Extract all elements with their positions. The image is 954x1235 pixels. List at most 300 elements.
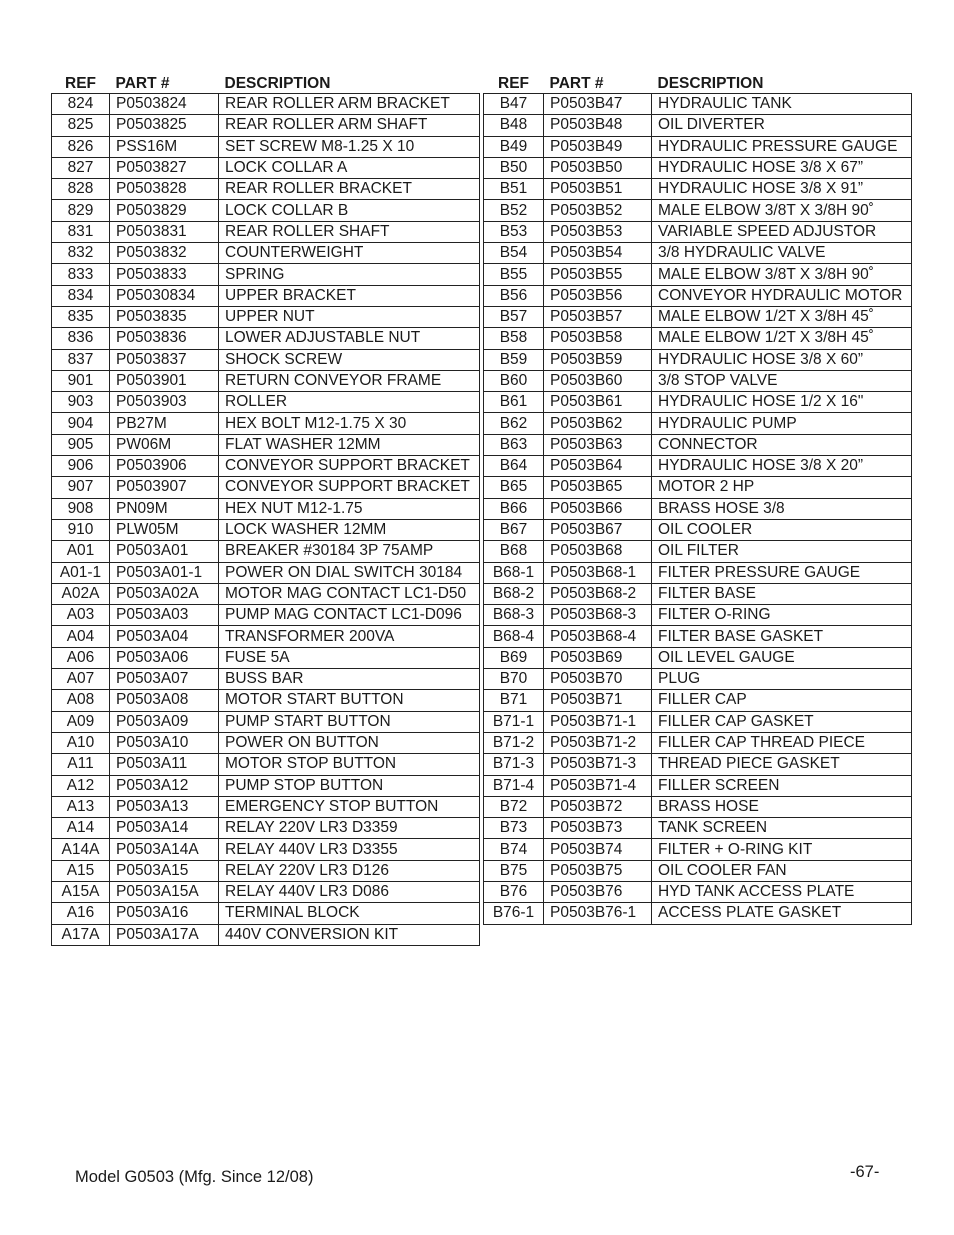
table-row [484,583,912,604]
table-row [484,200,912,221]
part-number-cell: P0503A04 [110,626,219,647]
part-number-cell: P0503B50 [544,157,652,178]
ref-cell: 835 [52,306,110,327]
description-cell: HEX NUT M12-1.75 [219,498,480,519]
table-row [484,370,912,391]
ref-cell: A03 [52,605,110,626]
part-number-cell: P0503903 [110,392,219,413]
part-number-cell: P0503B54 [544,243,652,264]
ref-cell: A10 [52,732,110,753]
ref-cell: B71-1 [484,711,544,732]
table-row [484,860,912,881]
table-row [52,711,480,732]
ref-cell: B65 [484,477,544,498]
ref-cell: B63 [484,434,544,455]
table-row [52,94,480,115]
part-number-cell: P0503B74 [544,839,652,860]
part-number-cell: P0503B68 [544,541,652,562]
part-number-cell: P0503A15 [110,860,219,881]
ref-header: REF [498,75,529,92]
ref-cell: B75 [484,860,544,881]
description-cell: EMERGENCY STOP BUTTON [219,796,480,817]
table-row [484,115,912,136]
ref-cell: A12 [52,775,110,796]
description-cell: MALE ELBOW 3/8T X 3/8H 90˚ [652,264,912,285]
table-row [484,434,912,455]
part-number-cell: PN09M [110,498,219,519]
description-cell: CONVEYOR SUPPORT BRACKET [219,456,480,477]
table-row [52,754,480,775]
table-row [52,903,480,924]
part-number-cell: P0503A07 [110,669,219,690]
table-row [52,136,480,157]
part-header: PART # [549,75,604,92]
ref-cell: B54 [484,243,544,264]
ref-cell: A15 [52,860,110,881]
ref-cell: 901 [52,370,110,391]
description-cell: UPPER BRACKET [219,285,480,306]
part-number-cell: P05030834 [110,285,219,306]
ref-cell: B57 [484,306,544,327]
part-number-cell: P0503A14A [110,839,219,860]
ref-cell: A07 [52,669,110,690]
description-cell: HEX BOLT M12-1.75 X 30 [219,413,480,434]
description-cell: TANK SCREEN [652,818,912,839]
ref-cell: A13 [52,796,110,817]
part-number-cell: P0503B73 [544,818,652,839]
ref-cell: 903 [52,392,110,413]
table-row [484,349,912,370]
ref-cell: A14A [52,839,110,860]
table-row [484,754,912,775]
description-cell: TERMINAL BLOCK [219,903,480,924]
ref-cell: A04 [52,626,110,647]
description-cell: MALE ELBOW 3/8T X 3/8H 90˚ [652,200,912,221]
ref-cell: B51 [484,179,544,200]
part-number-cell: P0503A17A [110,924,219,945]
description-cell: RETURN CONVEYOR FRAME [219,370,480,391]
part-number-cell: P0503B59 [544,349,652,370]
part-number-cell: P0503B67 [544,519,652,540]
description-cell: OIL FILTER [652,541,912,562]
description-cell: SET SCREW M8-1.25 X 10 [219,136,480,157]
part-number-cell: PLW05M [110,519,219,540]
part-number-cell: P0503901 [110,370,219,391]
table-row [484,732,912,753]
ref-cell: B73 [484,818,544,839]
ref-cell: B67 [484,519,544,540]
part-number-cell: P0503A11 [110,754,219,775]
description-cell: FUSE 5A [219,647,480,668]
table-row [484,562,912,583]
part-number-cell: P0503A03 [110,605,219,626]
ref-cell: 829 [52,200,110,221]
ref-cell: 907 [52,477,110,498]
table-row [484,818,912,839]
table-row [52,519,480,540]
ref-cell: 826 [52,136,110,157]
description-cell: FILLER CAP [652,690,912,711]
description-cell: PUMP STOP BUTTON [219,775,480,796]
description-cell: FILLER SCREEN [652,775,912,796]
ref-cell: B71-2 [484,732,544,753]
description-cell: BREAKER #30184 3P 75AMP [219,541,480,562]
part-number-cell: P0503828 [110,179,219,200]
part-number-cell: P0503B49 [544,136,652,157]
part-number-cell: P0503B61 [544,392,652,413]
table-row [52,839,480,860]
ref-cell: B62 [484,413,544,434]
ref-cell: B76 [484,881,544,902]
ref-cell: A08 [52,690,110,711]
ref-cell: B48 [484,115,544,136]
page-number: -67- [850,1163,880,1181]
part-number-cell: P0503B47 [544,94,652,115]
part-number-cell: P0503B68-4 [544,626,652,647]
table-row [484,221,912,242]
part-number-cell: P0503B51 [544,179,652,200]
part-number-cell: P0503835 [110,306,219,327]
part-number-cell: P0503837 [110,349,219,370]
description-cell: ACCESS PLATE GASKET [652,903,912,924]
ref-cell: B72 [484,796,544,817]
ref-cell: B61 [484,392,544,413]
table-row [52,881,480,902]
ref-cell: B71 [484,690,544,711]
model-footer: Model G0503 (Mfg. Since 12/08) [75,1168,314,1186]
description-cell: HYDRAULIC HOSE 3/8 X 67” [652,157,912,178]
ref-cell: B68-3 [484,605,544,626]
description-cell: REAR ROLLER ARM SHAFT [219,115,480,136]
description-cell: FILTER + O-RING KIT [652,839,912,860]
ref-cell: B47 [484,94,544,115]
table-row [484,392,912,413]
description-cell: MOTOR MAG CONTACT LC1-D50 [219,583,480,604]
table-row [484,243,912,264]
description-cell: FILTER PRESSURE GAUGE [652,562,912,583]
ref-cell: B50 [484,157,544,178]
part-number-cell: P0503907 [110,477,219,498]
description-cell: HYDRAULIC HOSE 3/8 X 91” [652,179,912,200]
part-number-cell: P0503A09 [110,711,219,732]
ref-cell: B68 [484,541,544,562]
part-number-cell: P0503A13 [110,796,219,817]
description-cell: CONNECTOR [652,434,912,455]
part-number-cell: P0503B58 [544,328,652,349]
description-cell: SHOCK SCREW [219,349,480,370]
table-row [52,370,480,391]
part-number-cell: P0503824 [110,94,219,115]
part-number-cell: P0503831 [110,221,219,242]
table-row [484,839,912,860]
description-cell: TRANSFORMER 200VA [219,626,480,647]
ref-cell: A16 [52,903,110,924]
description-cell: FILTER O-RING [652,605,912,626]
ref-cell: 908 [52,498,110,519]
description-cell: LOCK COLLAR A [219,157,480,178]
part-number-cell: P0503829 [110,200,219,221]
table-row [484,498,912,519]
part-number-cell: P0503906 [110,456,219,477]
description-cell: REAR ROLLER BRACKET [219,179,480,200]
description-cell: OIL COOLER [652,519,912,540]
ref-cell: 837 [52,349,110,370]
description-cell: MOTOR 2 HP [652,477,912,498]
table-row [52,818,480,839]
table-row [484,264,912,285]
description-cell: BRASS HOSE [652,796,912,817]
description-cell: POWER ON BUTTON [219,732,480,753]
table-row [484,690,912,711]
description-cell: HYDRAULIC PRESSURE GAUGE [652,136,912,157]
ref-cell: 833 [52,264,110,285]
part-number-cell: P0503A15A [110,881,219,902]
table-row [52,626,480,647]
table-row [52,732,480,753]
part-number-cell: P0503B64 [544,456,652,477]
table-row [52,690,480,711]
description-cell: LOWER ADJUSTABLE NUT [219,328,480,349]
description-cell: RELAY 440V LR3 D086 [219,881,480,902]
description-cell: UPPER NUT [219,306,480,327]
description-cell: 3/8 STOP VALVE [652,370,912,391]
description-cell: FLAT WASHER 12MM [219,434,480,455]
description-cell: BRASS HOSE 3/8 [652,498,912,519]
ref-cell: B52 [484,200,544,221]
part-number-cell: P0503B71 [544,690,652,711]
part-number-cell: P0503B71-4 [544,775,652,796]
table-row [52,605,480,626]
table-row [484,903,912,924]
part-number-cell: P0503B55 [544,264,652,285]
table-row [484,605,912,626]
part-number-cell: P0503833 [110,264,219,285]
part-number-cell: P0503B65 [544,477,652,498]
description-cell: HYDRAULIC PUMP [652,413,912,434]
part-number-cell: P0503B48 [544,115,652,136]
table-row [52,860,480,881]
table-row [52,434,480,455]
description-cell: FILTER BASE GASKET [652,626,912,647]
part-number-cell: P0503A01 [110,541,219,562]
table-row [484,796,912,817]
description-cell: LOCK WASHER 12MM [219,519,480,540]
ref-cell: 905 [52,434,110,455]
ref-cell: B70 [484,669,544,690]
part-number-cell: P0503B72 [544,796,652,817]
ref-cell: A06 [52,647,110,668]
ref-cell: 836 [52,328,110,349]
table-row [52,200,480,221]
description-cell: MALE ELBOW 1/2T X 3/8H 45˚ [652,328,912,349]
table-row [52,775,480,796]
description-cell: OIL LEVEL GAUGE [652,647,912,668]
ref-cell: 832 [52,243,110,264]
table-row [52,392,480,413]
ref-cell: A09 [52,711,110,732]
description-header: DESCRIPTION [224,75,331,92]
table-row [52,285,480,306]
ref-cell: B68-2 [484,583,544,604]
table-row [484,775,912,796]
part-number-cell: P0503B62 [544,413,652,434]
part-number-cell: P0503A12 [110,775,219,796]
description-cell: MALE ELBOW 1/2T X 3/8H 45˚ [652,306,912,327]
ref-cell: 910 [52,519,110,540]
ref-cell: B68-1 [484,562,544,583]
table-row [484,541,912,562]
table-row [484,477,912,498]
description-cell: OIL DIVERTER [652,115,912,136]
part-number-cell: P0503825 [110,115,219,136]
ref-cell: B53 [484,221,544,242]
description-cell: HYDRAULIC HOSE 1/2 X 16" [652,392,912,413]
ref-cell: B64 [484,456,544,477]
table-row [52,115,480,136]
ref-cell: B60 [484,370,544,391]
table-row [52,541,480,562]
table-row [484,711,912,732]
ref-cell: B69 [484,647,544,668]
description-cell: RELAY 220V LR3 D126 [219,860,480,881]
description-cell: CONVEYOR SUPPORT BRACKET [219,477,480,498]
parts-table-right [483,73,912,925]
header-row [52,73,480,94]
table-row [484,669,912,690]
description-cell: MOTOR START BUTTON [219,690,480,711]
part-number-cell: P0503B63 [544,434,652,455]
description-cell: PUMP START BUTTON [219,711,480,732]
description-cell: THREAD PIECE GASKET [652,754,912,775]
ref-cell: A17A [52,924,110,945]
ref-cell: A01 [52,541,110,562]
description-cell: VARIABLE SPEED ADJUSTOR [652,221,912,242]
part-number-cell: P0503B57 [544,306,652,327]
description-cell: REAR ROLLER ARM BRACKET [219,94,480,115]
description-cell: FILLER CAP THREAD PIECE [652,732,912,753]
part-header: PART # [115,75,170,92]
table-row [484,157,912,178]
part-number-cell: PSS16M [110,136,219,157]
table-row [484,626,912,647]
description-cell: POWER ON DIAL SWITCH 30184 [219,562,480,583]
description-cell: FILLER CAP GASKET [652,711,912,732]
description-cell: RELAY 440V LR3 D3355 [219,839,480,860]
table-row [52,669,480,690]
ref-cell: B68-4 [484,626,544,647]
part-number-cell: P0503A01-1 [110,562,219,583]
table-row [52,264,480,285]
table-row [484,179,912,200]
table-row [484,94,912,115]
table-row [52,243,480,264]
table-row [52,924,480,945]
description-cell: 3/8 HYDRAULIC VALVE [652,243,912,264]
ref-cell: A14 [52,818,110,839]
part-number-cell: P0503B56 [544,285,652,306]
table-row [484,519,912,540]
part-number-cell: P0503A08 [110,690,219,711]
description-cell: FILTER BASE [652,583,912,604]
table-row [484,136,912,157]
part-number-cell: P0503B60 [544,370,652,391]
table-row [52,306,480,327]
part-number-cell: P0503B66 [544,498,652,519]
table-row [52,328,480,349]
ref-cell: B66 [484,498,544,519]
ref-cell: 828 [52,179,110,200]
part-number-cell: P0503A14 [110,818,219,839]
ref-cell: B74 [484,839,544,860]
part-number-cell: P0503B70 [544,669,652,690]
table-row [484,413,912,434]
description-cell: HYDRAULIC HOSE 3/8 X 20” [652,456,912,477]
ref-cell: B58 [484,328,544,349]
header-row [484,73,912,94]
table-row [52,456,480,477]
description-cell: OIL COOLER FAN [652,860,912,881]
part-number-cell: P0503B68-1 [544,562,652,583]
ref-cell: B71-4 [484,775,544,796]
part-number-cell: P0503B69 [544,647,652,668]
parts-table-left [51,73,480,946]
table-row [484,881,912,902]
table-row [52,562,480,583]
part-number-cell: P0503B75 [544,860,652,881]
ref-cell: 825 [52,115,110,136]
ref-cell: A01-1 [52,562,110,583]
part-number-cell: P0503B53 [544,221,652,242]
part-number-cell: P0503B71-2 [544,732,652,753]
part-number-cell: P0503A16 [110,903,219,924]
table-row [52,796,480,817]
description-cell: BUSS BAR [219,669,480,690]
ref-cell: 906 [52,456,110,477]
description-cell: CONVEYOR HYDRAULIC MOTOR [652,285,912,306]
table-row [484,328,912,349]
part-number-cell: PB27M [110,413,219,434]
table-row [484,456,912,477]
ref-cell: 834 [52,285,110,306]
part-number-cell: P0503827 [110,157,219,178]
description-cell: PLUG [652,669,912,690]
description-cell: RELAY 220V LR3 D3359 [219,818,480,839]
ref-cell: B56 [484,285,544,306]
ref-cell: B49 [484,136,544,157]
description-cell: HYD TANK ACCESS PLATE [652,881,912,902]
part-number-cell: P0503A02A [110,583,219,604]
description-cell: ROLLER [219,392,480,413]
ref-cell: B55 [484,264,544,285]
ref-cell: B71-3 [484,754,544,775]
ref-header: REF [65,75,96,92]
table-row [52,157,480,178]
part-number-cell: P0503B68-2 [544,583,652,604]
ref-cell: 827 [52,157,110,178]
ref-cell: 824 [52,94,110,115]
table-row [52,498,480,519]
table-row [52,647,480,668]
part-number-cell: P0503B52 [544,200,652,221]
table-row [52,583,480,604]
part-number-cell: P0503A10 [110,732,219,753]
ref-cell: A11 [52,754,110,775]
table-row [52,179,480,200]
ref-cell: 904 [52,413,110,434]
table-row [52,413,480,434]
part-number-cell: P0503836 [110,328,219,349]
ref-cell: A02A [52,583,110,604]
